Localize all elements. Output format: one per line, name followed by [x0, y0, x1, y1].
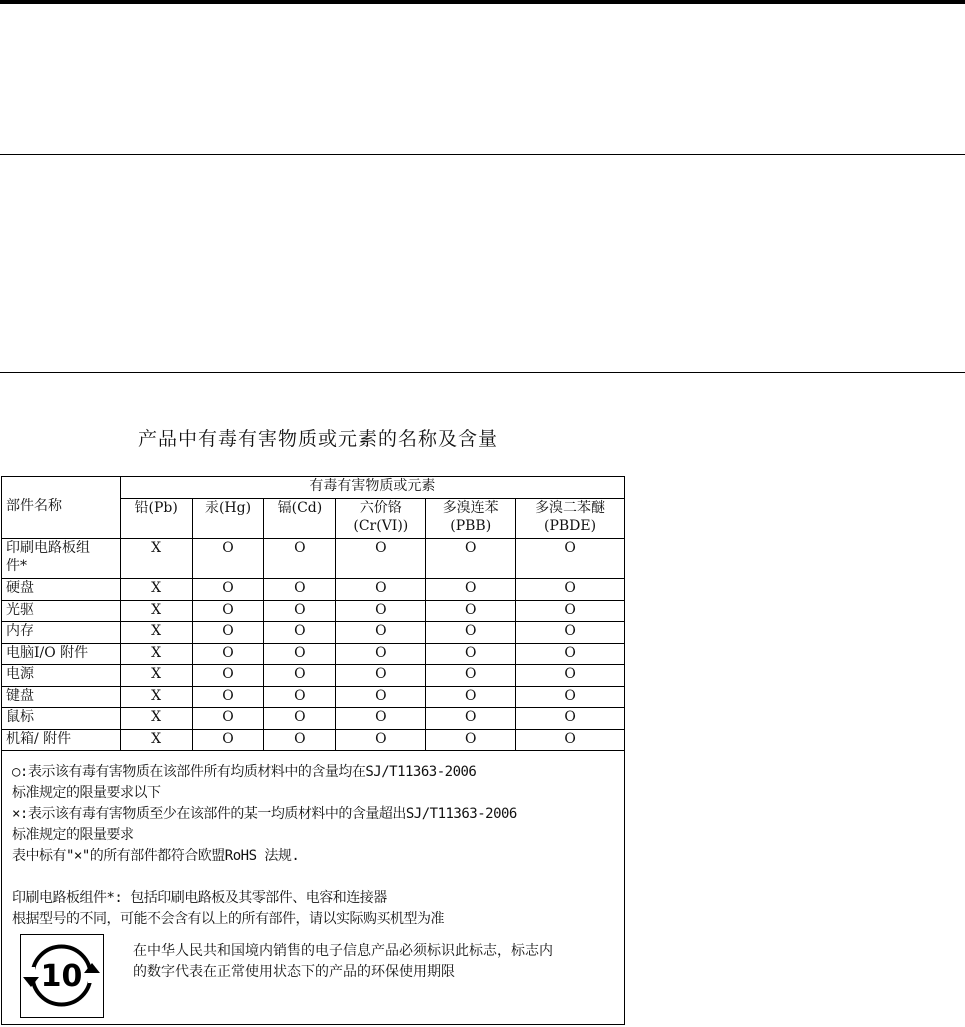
substance-value-cell: O — [516, 622, 625, 644]
part-name: 内存 — [6, 623, 34, 639]
substance-table — [1, 476, 625, 751]
note-o-line-2: 标准规定的限量要求以下 — [12, 785, 161, 801]
part-name: 电源 — [6, 666, 34, 682]
table-row — [2, 600, 625, 622]
note-o-line-1: ○:表示该有毒有害物质在该部件所有均质材料中的含量均在SJ/T11363-2006 — [12, 764, 477, 780]
substance-value-cell: O — [336, 600, 426, 622]
substance-value-cell: O — [516, 729, 625, 751]
substance-value-cell: O — [336, 622, 426, 644]
section-rule-1 — [0, 154, 965, 155]
logo-caption-line-2: 的数字代表在正常使用状态下的产品的环保使用期限 — [133, 964, 455, 980]
substance-header-0 — [120, 499, 192, 539]
part-name-cell — [2, 539, 121, 579]
substance-group-header: 有毒有害物质或元素 — [120, 477, 624, 499]
table-row — [2, 579, 625, 601]
substance-value-cell: X — [120, 539, 192, 579]
table-row — [2, 539, 625, 579]
substance-value-cell: O — [264, 579, 336, 601]
substance-header-4 — [426, 499, 516, 539]
logo-caption-line-1: 在中华人民共和国境内销售的电子信息产品必须标识此标志，标志内 — [133, 943, 553, 959]
substance-value-cell: O — [516, 600, 625, 622]
part-name: 鼠标 — [6, 709, 34, 725]
substance-value-cell: O — [516, 539, 625, 579]
part-name: 电脑I/O 附件 — [6, 644, 89, 661]
substance-value-cell: X — [120, 643, 192, 665]
substance-value-cell: O — [426, 708, 516, 730]
note-x-line-2: 标准规定的限量要求 — [12, 827, 134, 843]
substance-value-cell: O — [264, 539, 336, 579]
part-name: 硬盘 — [6, 580, 34, 596]
part-name-cell — [2, 622, 121, 644]
substance-name: 汞(Hg) — [204, 500, 252, 516]
note-pcb: 印刷电路板组件*: 包括印刷电路板及其零部件、电容和连接器 — [12, 890, 387, 906]
substance-name: 六价铬 — [359, 500, 402, 516]
top-rule — [0, 0, 965, 4]
part-name-cell — [2, 579, 121, 601]
logo-caption — [133, 941, 553, 983]
substance-value-cell: X — [120, 686, 192, 708]
substance-value-cell: O — [192, 708, 264, 730]
part-name-cell — [2, 600, 121, 622]
table-row — [2, 643, 625, 665]
substance-value-cell: O — [264, 708, 336, 730]
substance-value-cell: O — [426, 622, 516, 644]
note-model: 根据型号的不同，可能不会含有以上的所有部件，请以实际购买机型为准 — [12, 911, 444, 927]
substance-value-cell: O — [336, 665, 426, 687]
substance-value-cell: O — [192, 622, 264, 644]
substance-value-cell: O — [336, 579, 426, 601]
substance-value-cell: O — [192, 643, 264, 665]
substance-value-cell: O — [264, 600, 336, 622]
substance-name: 多溴二苯醚 — [535, 500, 606, 516]
note-rohs: 表中标有"×"的所有部件都符合欧盟RoHS 法规. — [12, 848, 300, 864]
substance-name: 铅(Pb) — [134, 500, 178, 516]
substance-value-cell: X — [120, 622, 192, 644]
substance-value-cell: O — [426, 665, 516, 687]
substance-value-cell: O — [426, 539, 516, 579]
substance-value-cell: O — [426, 643, 516, 665]
substance-header-2 — [264, 499, 336, 539]
logo-number: 10 — [40, 959, 83, 994]
substance-header-5 — [516, 499, 625, 539]
substance-value-cell: O — [192, 600, 264, 622]
substance-value-cell: O — [516, 686, 625, 708]
substance-value-cell: O — [336, 729, 426, 751]
substance-value-cell: O — [264, 686, 336, 708]
table-row — [2, 622, 625, 644]
substance-value-cell: X — [120, 600, 192, 622]
part-name-cell — [2, 686, 121, 708]
notes — [12, 762, 517, 930]
substance-name: 镉(Cd) — [277, 500, 323, 516]
part-name-cell — [2, 643, 121, 665]
table-row — [2, 686, 625, 708]
recycle-arrows-icon — [21, 935, 102, 1016]
substance-value-cell: O — [336, 686, 426, 708]
substance-value-cell: O — [426, 579, 516, 601]
substance-header-3 — [336, 499, 426, 539]
substance-value-cell: X — [120, 579, 192, 601]
substance-value-cell: O — [426, 686, 516, 708]
substance-header-1 — [192, 499, 264, 539]
part-name-cont: 件* — [6, 558, 27, 574]
substance-value-cell: O — [426, 600, 516, 622]
section-rule-2 — [0, 372, 965, 373]
note-x-line-1: ×:表示该有毒有害物质至少在该部件的某一均质材料中的含量超出SJ/T11363-2006 — [12, 806, 517, 822]
substance-code: (PBDE) — [544, 518, 597, 534]
table-row — [2, 665, 625, 687]
substance-value-cell: O — [516, 708, 625, 730]
substance-value-cell: O — [192, 729, 264, 751]
part-name-cell — [2, 708, 121, 730]
substance-value-cell: X — [120, 729, 192, 751]
part-name-cell — [2, 665, 121, 687]
substance-value-cell: O — [264, 665, 336, 687]
substance-value-cell: O — [192, 665, 264, 687]
substance-value-cell: O — [516, 579, 625, 601]
substance-value-cell: O — [336, 708, 426, 730]
part-name: 键盘 — [6, 687, 34, 704]
part-name-cell — [2, 729, 121, 751]
substance-value-cell: O — [426, 729, 516, 751]
substance-value-cell: O — [516, 643, 625, 665]
substance-value-cell: O — [192, 539, 264, 579]
part-name-header: 部件名称 — [2, 477, 121, 539]
substance-value-cell: O — [336, 539, 426, 579]
part-name: 印刷电路板组 — [6, 540, 90, 556]
substance-value-cell: O — [192, 686, 264, 708]
substance-value-cell: X — [120, 708, 192, 730]
efup-10-logo — [20, 934, 104, 1018]
substance-value-cell: X — [120, 665, 192, 687]
substance-name: 多溴连苯 — [442, 500, 499, 516]
page-title: 产品中有毒有害物质或元素的名称及含量 — [138, 428, 499, 450]
part-name: 光驱 — [6, 601, 34, 618]
part-name: 机箱/ 附件 — [6, 730, 72, 747]
substance-code: (Cr(VI)) — [353, 518, 409, 534]
substance-value-cell: O — [192, 579, 264, 601]
substance-value-cell: O — [264, 643, 336, 665]
table-row — [2, 708, 625, 730]
substance-value-cell: O — [264, 729, 336, 751]
substance-value-cell: O — [516, 665, 625, 687]
hazardous-substance-panel — [1, 476, 625, 1025]
substance-value-cell: O — [264, 622, 336, 644]
substance-value-cell: O — [336, 643, 426, 665]
substance-code: (PBB) — [450, 518, 492, 534]
table-row — [2, 729, 625, 751]
